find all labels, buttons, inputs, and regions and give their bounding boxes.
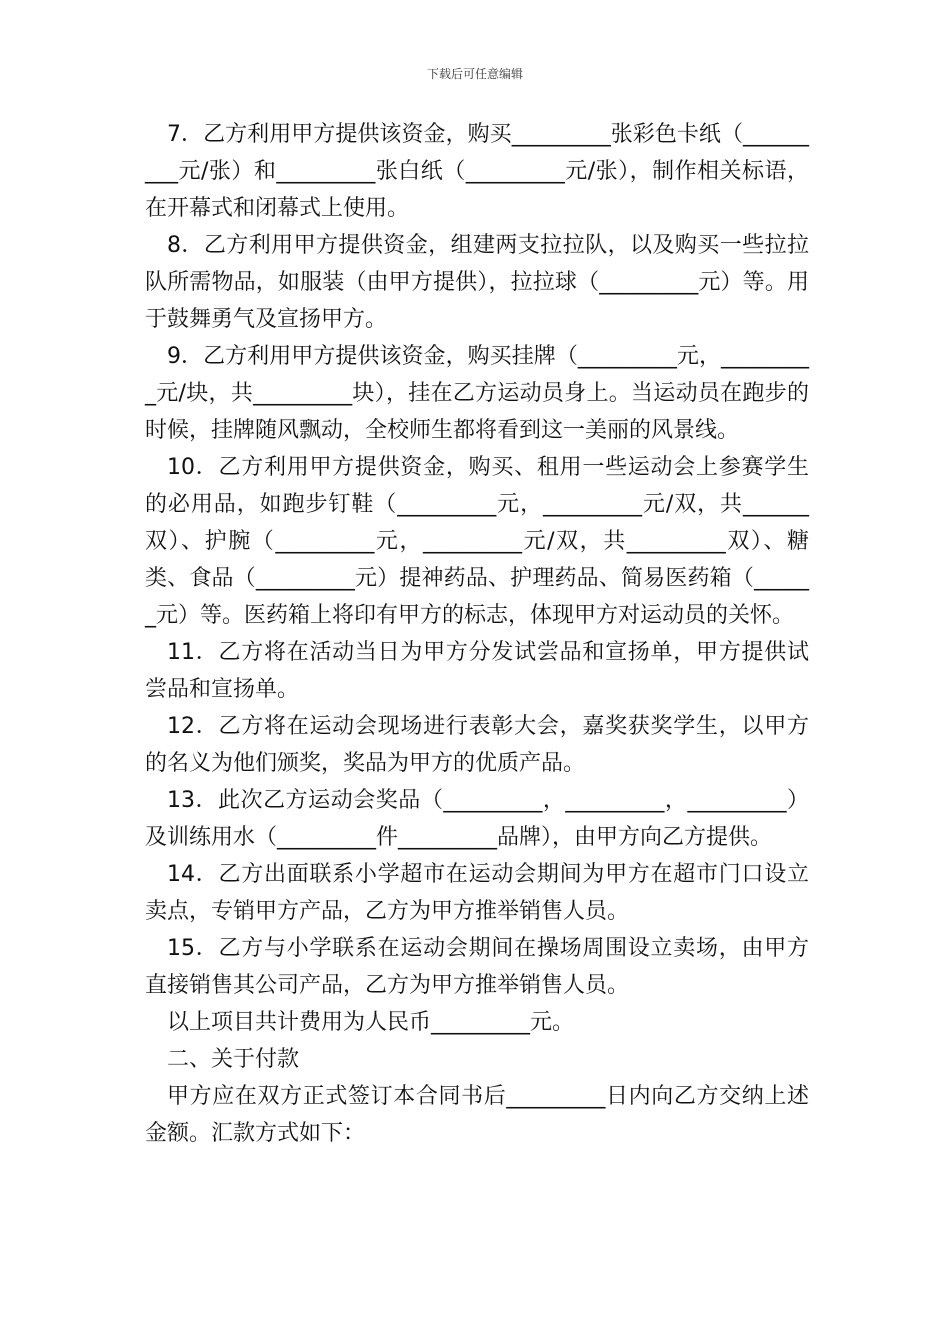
section-heading-payment: 二、关于付款	[167, 1047, 300, 1072]
clause-13: 13．此次乙方运动会奖品（_________，_________，_________）及训练用水（_________件_________品牌），由甲方向乙方提供。	[145, 788, 809, 850]
document-body	[145, 116, 809, 1152]
clause-9: 9．乙方利用甲方提供该资金，购买挂牌（_________元，_________元/块，共_________块），挂在乙方运动员身上。当运动员在跑步的时候，挂牌随风飘动，全校师生都将看到这一美丽的风景线。	[145, 344, 809, 443]
clause-8: 8．乙方利用甲方提供资金，组建两支拉拉队，以及购买一些拉拉队所需物品，如服装（由甲方提供），拉拉球（_________元）等。用于鼓舞勇气及宣扬甲方。	[145, 233, 809, 332]
total-cost-line: 以上项目共计费用为人民币_________元。	[167, 1010, 575, 1035]
clause-10: 10．乙方利用甲方提供资金，购买、租用一些运动会上参赛学生的必用品，如跑步钉鞋（_________元，_________元/双，共______双）、护腕（_________元，_________元/双，共_________双）、糖类、食品（_________元）提神药品、护理药品、简易医药箱（______元）等。医药箱上将印有甲方的标志，体现甲方对运动员的关怀。	[145, 455, 809, 628]
clause-7: 7．乙方利用甲方提供该资金，购买_________张彩色卡纸（_________元/张）和_________张白纸（_________元/张），制作相关标语，在开幕式和闭幕式上使用。	[145, 122, 809, 221]
clause-14: 14．乙方出面联系小学超市在运动会期间为甲方在超市门口设立卖点，专销甲方产品，乙方为甲方推举销售人员。	[145, 862, 809, 924]
payment-terms: 甲方应在双方正式签订本合同书后_________日内向乙方交纳上述金额。汇款方式如下：	[145, 1084, 809, 1146]
clause-12: 12．乙方将在运动会现场进行表彰大会，嘉奖获奖学生，以甲方的名义为他们颁奖，奖品为甲方的优质产品。	[145, 714, 809, 776]
clause-15: 15．乙方与小学联系在运动会期间在操场周围设立卖场，由甲方直接销售其公司产品，乙方为甲方推举销售人员。	[145, 936, 809, 998]
page-header-note: 下载后可任意编辑	[426, 67, 523, 81]
clause-11: 11．乙方将在活动当日为甲方分发试尝品和宣扬单，甲方提供试尝品和宣扬单。	[145, 640, 809, 702]
